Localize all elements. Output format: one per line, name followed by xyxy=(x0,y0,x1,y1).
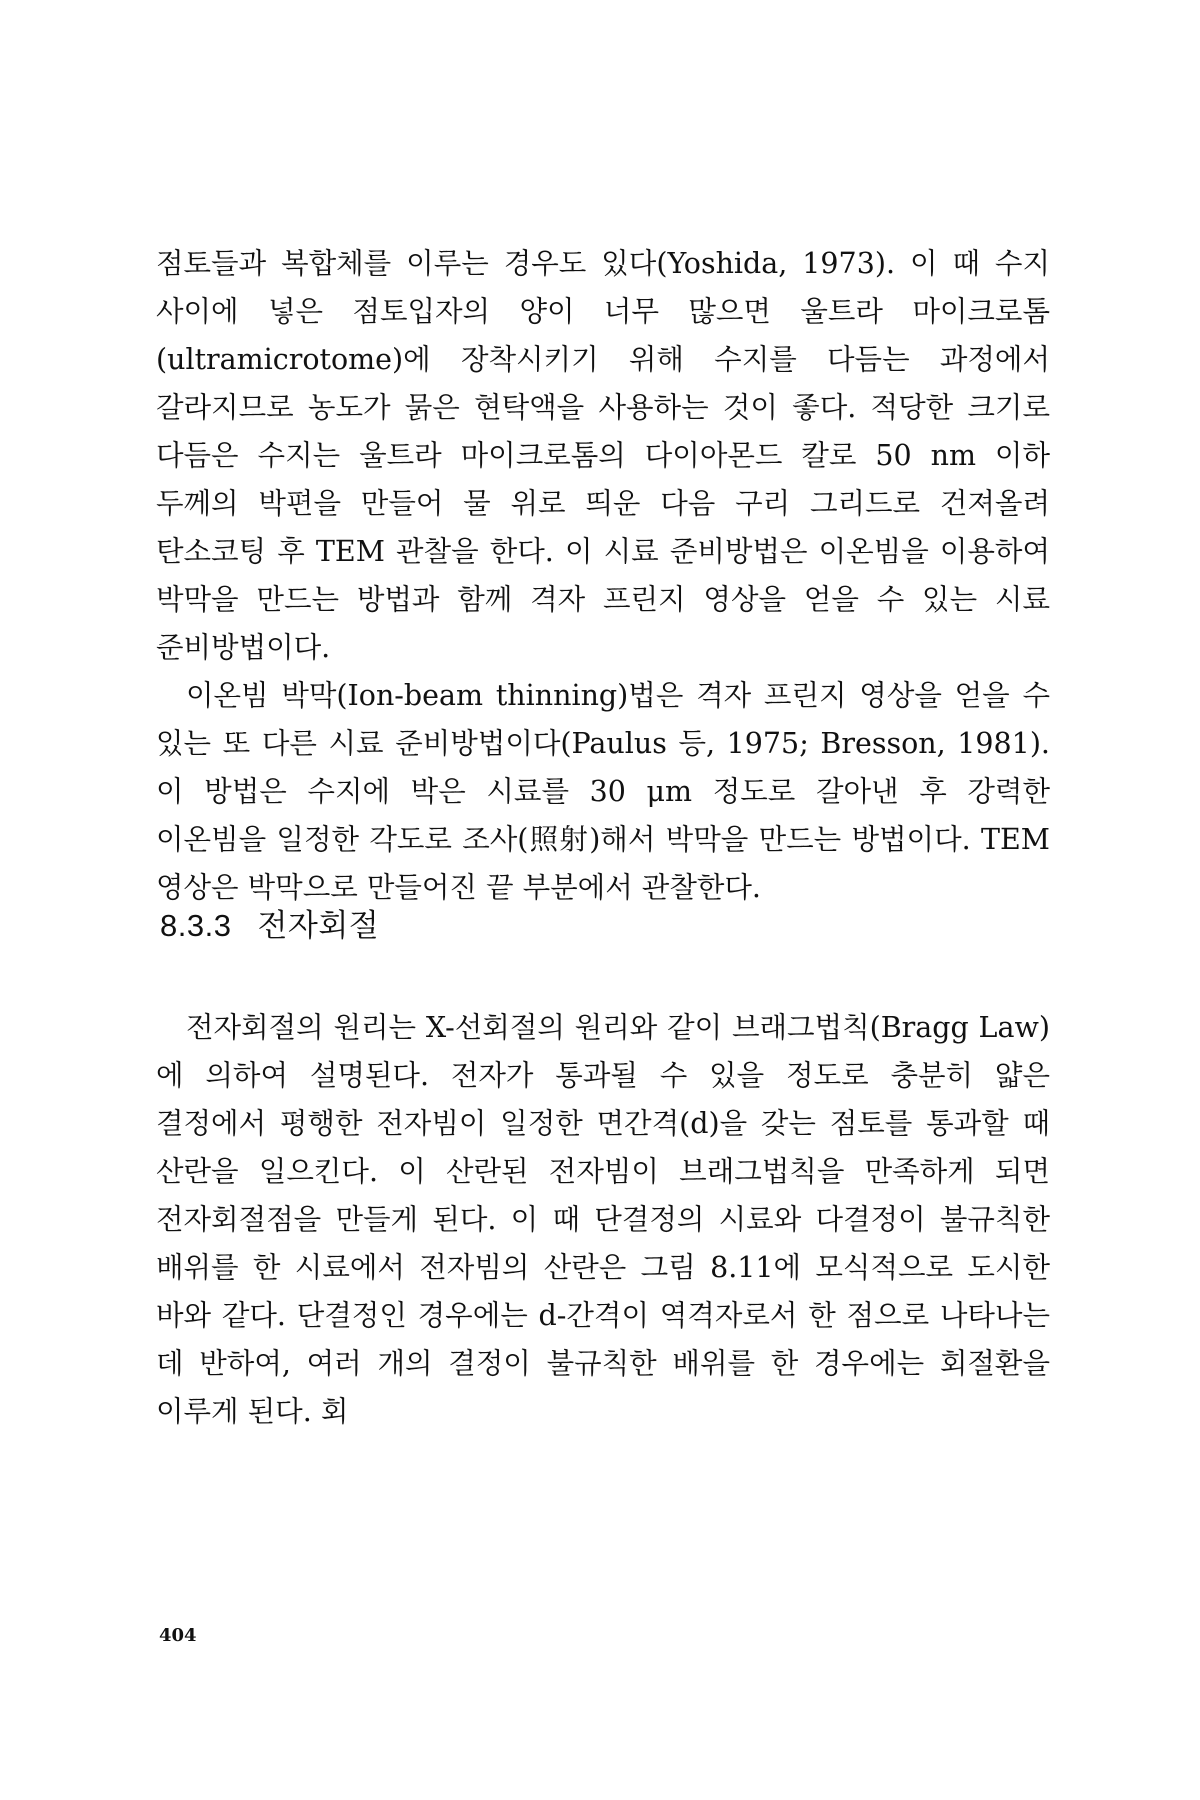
section-title: 전자회절 xyxy=(257,908,380,944)
paragraph-electron-diffraction: 전자회절의 원리는 X-선회절의 원리와 같이 브래그법칙(Bragg Law)에 의하여 설명된다. 전자가 통과될 수 있을 정도로 충분히 얇은 결정에서 평행한 전자빔이 일정한 면간격(d)을 갖는 점토를 통과할 때 산란을 일으킨다. 이 산란된 전자빔이 브래그법칙을 만족하게 되면 전자회절점을 만들게 된다. 이 때 단결정의 시료와 다결정이 불규칙한 배위를 한 시료에서 전자빔의 산란은 그림 8.11에 모식적으로 도시한 바와 같다. 단결정인 경우에는 d-간격이 역격자로서 한 점으로 나타나는 데 반하여, 여러 개의 결정이 불규칙한 배위를 한 경우에는 회절환을 이루게 된다. 회 xyxy=(156,1011,1050,1428)
body-text-lower xyxy=(156,1004,1050,1436)
section-heading xyxy=(160,900,379,945)
section-number: 8.3.3 xyxy=(160,908,232,943)
paragraph-clay-sample-prep: 점토들과 복합체를 이루는 경우도 있다(Yoshida, 1973). 이 때 수지 사이에 넣은 점토입자의 양이 너무 많으면 울트라 마이크로톰(ultramicrotome)에 장착시키기 위해 수지를 다듬는 과정에서 갈라지므로 농도가 묽은 현탁액을 사용하는 것이 좋다. 적당한 크기로 다듬은 수지는 울트라 마이크로톰의 다이아몬드 칼로 50 nm 이하 두께의 박편을 만들어 물 위로 띄운 다음 구리 그리드로 건져올려 탄소코팅 후 TEM 관찰을 한다. 이 시료 준비방법은 이온빔을 이용하여 박막을 만드는 방법과 함께 격자 프린지 영상을 얻을 수 있는 시료 준비방법이다. xyxy=(156,247,1050,664)
paragraph-ion-beam-thinning: 이온빔 박막(Ion-beam thinning)법은 격자 프린지 영상을 얻을 수 있는 또 다른 시료 준비방법이다(Paulus 등, 1975; Bresson, 1981). 이 방법은 수지에 박은 시료를 30 μm 정도로 갈아낸 후 강력한 이온빔을 일정한 각도로 조사(照射)해서 박막을 만드는 방법이다. TEM 영상은 박막으로 만들어진 끝 부분에서 관찰한다. xyxy=(156,679,1050,904)
body-text-upper xyxy=(156,240,1050,912)
page-number: 404 xyxy=(159,1625,197,1646)
